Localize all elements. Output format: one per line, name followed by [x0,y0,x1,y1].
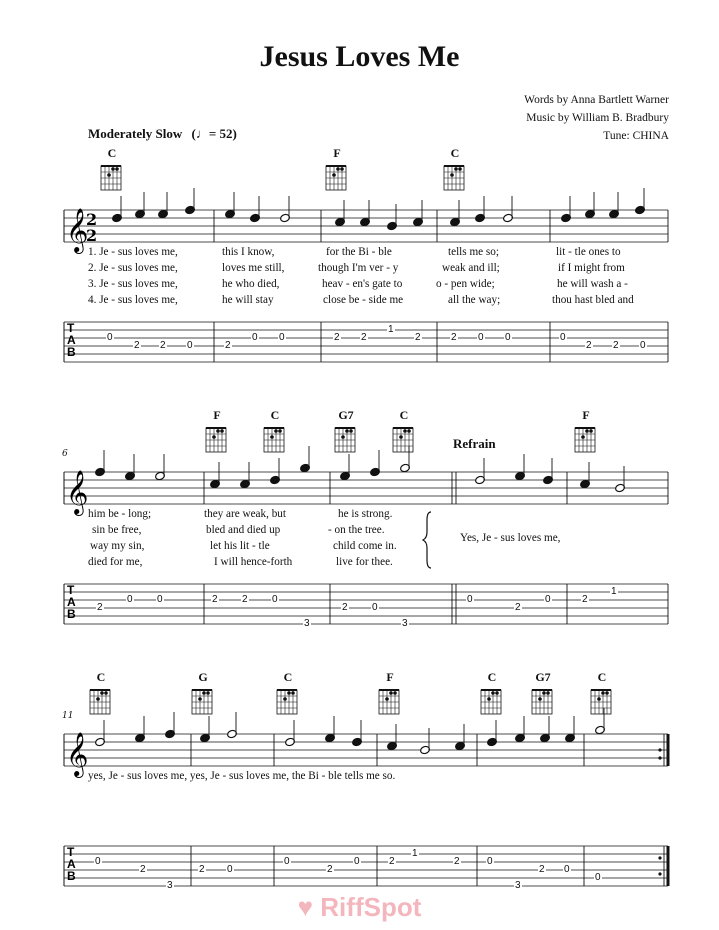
logo-text: RiffSpot [320,892,422,922]
lyric-line: sin be free, [92,524,142,536]
finger-dot [291,691,295,695]
tab-fret-number: 2 [582,594,588,605]
chord-label: C [96,670,106,684]
lyric-brace [423,512,431,568]
lyric-line: let his lit - tle [210,540,270,552]
finger-dot [336,167,340,171]
lyric-line: loves me still, [222,262,285,274]
tab-fret-number: 0 [157,594,163,605]
tab-fret-number: 2 [334,332,340,343]
lyric-line: thou hast bled and [552,294,634,306]
finger-dot [454,167,458,171]
finger-dot [100,691,104,695]
treble-clef: 𝄞 [66,732,89,776]
tempo-metronome: (♩= 52) [191,126,237,141]
tab-fret-number: 0 [354,856,360,867]
lyric-line: though I'm ver - y [318,262,399,274]
lyric-line: he will wash a - [557,278,628,290]
tab-fret-number: 1 [388,324,394,335]
tab-fret-number: 0 [505,332,511,343]
finger-dot [542,691,546,695]
tab-fret-number: 0 [127,594,133,605]
chord-label: F [213,408,221,422]
lyric-line: they are weak, but [204,508,287,520]
refrain-lyric: Yes, Je - sus loves me, [460,532,561,544]
tab-fret-number: 2 [212,594,218,605]
chord-label: C [107,146,117,160]
chord-label: C [597,670,607,684]
lyric-line: bled and died up [206,524,281,536]
tab-fret-number: 2 [160,340,166,351]
finger-dot [111,167,115,171]
tab-fret-number: 0 [487,856,493,867]
chord-diagram [393,428,413,452]
tab-fret-number: 0 [187,340,193,351]
finger-dot [115,167,119,171]
tab-fret-number: 2 [586,340,592,351]
lyric-line: all the way; [448,294,501,306]
logo-pick-icon: ♥ [297,892,314,922]
tab-fret-number: 2 [451,332,457,343]
finger-dot [407,429,411,433]
finger-dot [546,691,550,695]
lyric-line: close be - side me [323,294,404,306]
chord-diagram [101,166,121,190]
tab-clef-letter: B [67,345,76,359]
finger-dot [491,691,495,695]
tab-fret-number: 2 [342,602,348,613]
finger-dot [487,697,491,701]
lyric-line: this I know, [222,246,275,258]
finger-dot [597,697,601,701]
finger-dot [403,429,407,433]
tab-clef-letter: T [67,583,75,597]
credit-music: Music by William B. Bradbury [526,112,669,124]
finger-dot [601,691,605,695]
refrain-lyric: yes, Je - sus loves me, yes, Je - sus loves me, the Bi - ble tells me so. [88,770,396,782]
tab-fret-number: 2 [389,856,395,867]
finger-dot [458,167,462,171]
tab-clef-letter: A [67,595,76,609]
staves [64,208,668,778]
tab-fret-number: 2 [199,864,205,875]
finger-dot [393,691,397,695]
finger-dot [345,429,349,433]
finger-dot [198,697,202,701]
credit-words: Words by Anna Bartlett Warner [524,94,669,106]
tab-fret-number: 2 [515,602,521,613]
tab-fret-number: 0 [545,594,551,605]
tab-fret-number: 3 [304,618,310,629]
chord-label: C [270,408,280,422]
finger-dot [341,435,345,439]
tab-fret-number: 2 [454,856,460,867]
tempo-text: Moderately Slow [88,126,183,141]
finger-dot [495,691,499,695]
lyric-line: child come in. [333,540,397,552]
lyric-line: he will stay [222,294,274,306]
credit-tune: Tune: CHINA [603,130,669,142]
chord-diagram [335,428,355,452]
measure-number-6: 6 [62,449,68,459]
tab-fret-number: 0 [272,594,278,605]
finger-dot [220,429,224,433]
chord-label: C [283,670,293,684]
chord-label: G7 [535,670,551,684]
tab-fret-number: 2 [242,594,248,605]
tab-fret-number: 3 [515,880,521,891]
tab-fret-number: 2 [415,332,421,343]
tab-fret-number: 2 [613,340,619,351]
tab-clef-letter: A [67,857,76,871]
tab-fret-number: 2 [134,340,140,351]
tab-fret-number: 0 [564,864,570,875]
tab-clef-letter: T [67,321,75,335]
tab-fret-number: 0 [95,856,101,867]
chord-diagram [481,690,501,714]
tab-fret-number: 0 [640,340,646,351]
tablature [64,321,668,886]
chord-label: G7 [338,408,354,422]
tab-fret-number: 2 [97,602,103,613]
lyric-line: I will hence-forth [214,556,293,568]
finger-dot [283,697,287,701]
lyric-line: if I might from [558,262,625,274]
repeat-dot [658,756,661,759]
chord-diagram [264,428,284,452]
finger-dot [450,173,454,177]
finger-dot [107,173,111,177]
tab-fret-number: 0 [252,332,258,343]
tab-fret-number: 0 [284,856,290,867]
lyric-line: 4. Je - sus loves me, [88,294,178,306]
finger-dot [287,691,291,695]
lyric-line: 2. Je - sus loves me, [88,262,178,274]
treble-clef: 𝄞 [66,470,89,514]
chord-diagram [90,690,110,714]
finger-dot [585,429,589,433]
repeat-dot [658,856,661,859]
tab-fret-number: 3 [167,880,173,891]
tab-fret-number: 3 [402,618,408,629]
tab-clef-letter: A [67,333,76,347]
finger-dot [399,435,403,439]
finger-dot [605,691,609,695]
tab-fret-number: 2 [140,864,146,875]
lyric-line: - on the tree. [328,524,385,536]
lyric-line: o - pen wide; [436,278,495,290]
tab-fret-number: 1 [412,848,418,859]
chord-label: F [386,670,394,684]
tab-fret-number: 0 [478,332,484,343]
lyric-line: for the Bi - ble [326,246,392,258]
finger-dot [202,691,206,695]
lyric-line: 1. Je - sus loves me, [88,246,178,258]
tab-fret-number: 0 [595,872,601,883]
finger-dot [104,691,108,695]
tab-fret-number: 2 [361,332,367,343]
chord-diagrams [90,166,611,714]
tab-fret-number: 2 [327,864,333,875]
time-signature-top: 2 [86,210,98,229]
finger-dot [589,429,593,433]
tab-clef-letter: B [67,869,76,883]
tab-fret-number: 2 [225,340,231,351]
finger-dot [216,429,220,433]
lyric-line: way my sin, [90,540,145,552]
finger-dot [349,429,353,433]
finger-dot [340,167,344,171]
lyric-line: heav - en's gate to [322,278,403,290]
finger-dot [389,691,393,695]
lyric-line: died for me, [88,556,143,568]
tab-fret-number: 0 [560,332,566,343]
lyric-line: tells me so; [448,246,499,258]
chord-label: C [399,408,409,422]
measure-number-11: 11 [62,711,74,721]
finger-dot [212,435,216,439]
finger-dot [538,697,542,701]
chord-diagram [206,428,226,452]
tab-fret-number: 0 [372,602,378,613]
tab-fret-number: 0 [467,594,473,605]
finger-dot [274,429,278,433]
chord-label: F [333,146,341,160]
chord-label: F [582,408,590,422]
chord-diagram [444,166,464,190]
chord-diagram [532,690,552,714]
time-signature-bottom: 2 [86,226,98,245]
refrain-label: Refrain [453,436,496,451]
tab-fret-number: 2 [539,864,545,875]
tab-fret-number: 1 [611,586,617,597]
chord-diagram [326,166,346,190]
treble-clef: 𝄞 [66,208,89,252]
lyric-line: live for thee. [336,556,393,568]
tab-fret-number: 0 [279,332,285,343]
chord-diagram [575,428,595,452]
lyric-line: weak and ill; [442,262,500,274]
chord-diagram [277,690,297,714]
finger-dot [270,435,274,439]
repeat-dot [658,872,661,875]
lyric-line: lit - tle ones to [556,246,621,258]
lyric-line: 3. Je - sus loves me, [88,278,178,290]
chord-label: G [198,670,208,684]
chord-diagram [379,690,399,714]
repeat-dot [658,748,661,751]
notes [95,188,646,755]
tab-clef-letter: B [67,607,76,621]
tab-clef-letter: T [67,845,75,859]
chord-diagram [192,690,212,714]
finger-dot [581,435,585,439]
lyric-line: him be - long; [88,508,152,520]
lyric-line: he is strong. [338,508,393,520]
finger-dot [278,429,282,433]
finger-dot [96,697,100,701]
chord-label: C [487,670,497,684]
tab-fret-number: 0 [107,332,113,343]
chord-label: C [450,146,460,160]
tab-fret-number: 0 [227,864,233,875]
lyric-line: he who died, [222,278,280,290]
chord-diagram [591,690,611,714]
song-title: Jesus Loves Me [259,40,460,73]
finger-dot [385,697,389,701]
finger-dot [206,691,210,695]
finger-dot [332,173,336,177]
